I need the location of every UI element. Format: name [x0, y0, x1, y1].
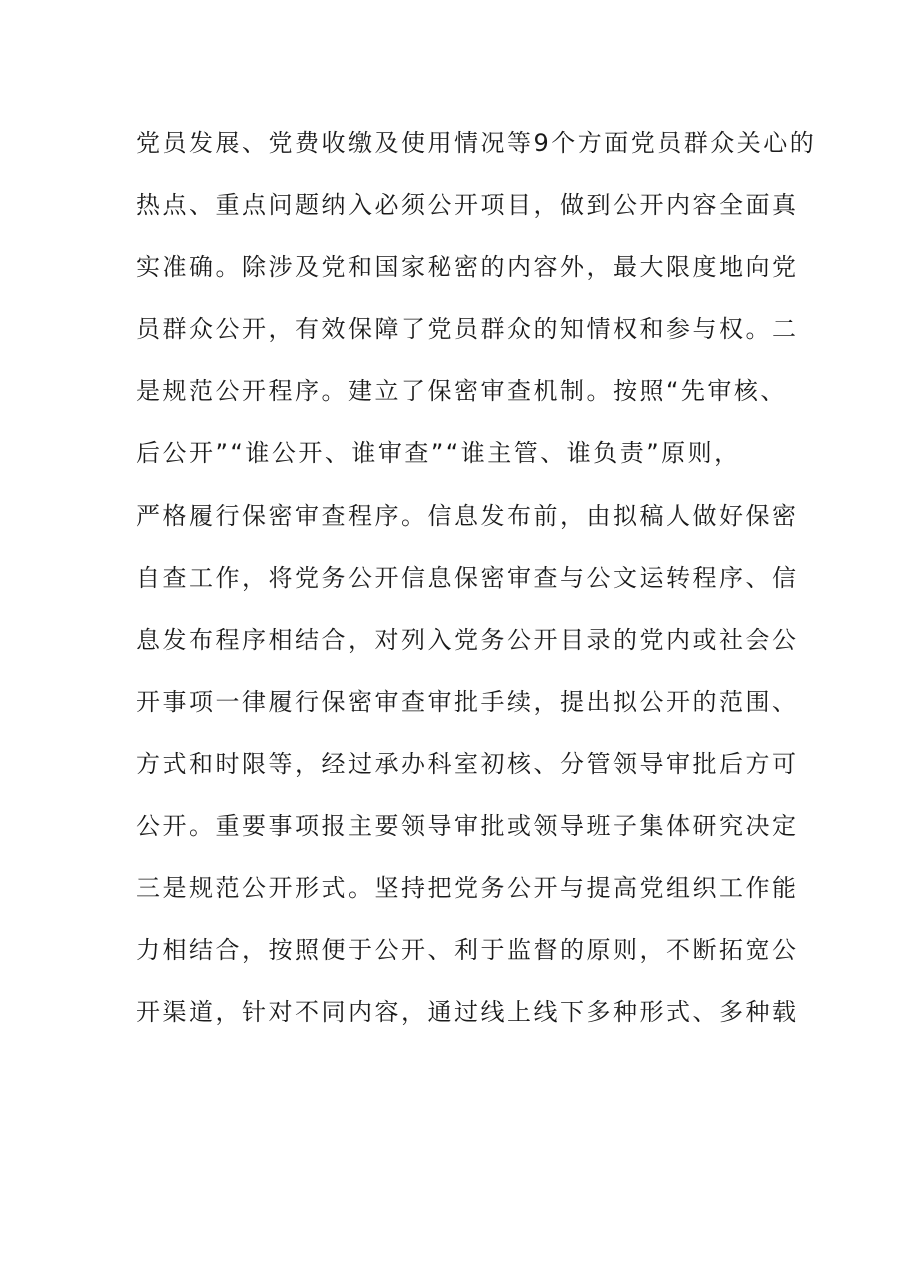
- text-line: 严格履行保密审查程序。信息发布前，由拟稿人做好保密: [136, 501, 799, 530]
- text-line: 三是规范公开形式。坚持把党务公开与提高党组织工作能: [136, 874, 799, 903]
- text-line: 开渠道，针对不同内容，通过线上线下多种形式、多种载: [136, 998, 799, 1027]
- text-line: 热点、重点问题纳入必须公开项目，做到公开内容全面真: [136, 191, 799, 220]
- text-line: 公开。重要事项报主要领导审批或领导班子集体研究决定: [136, 812, 799, 841]
- text-line: 是规范公开程序。建立了保密审查机制。按照“先审核、: [136, 377, 787, 406]
- text-line: 自查工作，将党务公开信息保密审查与公文运转程序、信: [136, 563, 799, 592]
- text-line: 力相结合，按照便于公开、利于监督的原则，不断拓宽公: [136, 936, 799, 965]
- text-line: 开事项一律履行保密审查审批手续，提出拟公开的范围、: [136, 687, 799, 716]
- text-line: 息发布程序相结合，对列入党务公开目录的党内或社会公: [136, 625, 799, 654]
- text-line: 党员发展、党费收缴及使用情况等9个方面党员群众关心的: [136, 129, 817, 157]
- text-line: 实准确。除涉及党和国家秘密的内容外，最大限度地向党: [136, 253, 799, 282]
- text-line: 员群众公开，有效保障了党员群众的知情权和参与权。二: [136, 315, 799, 344]
- text-line: 后公开”“谁公开、谁审查”“谁主管、谁负责”原则，: [136, 439, 741, 468]
- text-line: 方式和时限等，经过承办科室初核、分管领导审批后方可: [136, 749, 799, 778]
- body-text: [136, 123, 817, 1054]
